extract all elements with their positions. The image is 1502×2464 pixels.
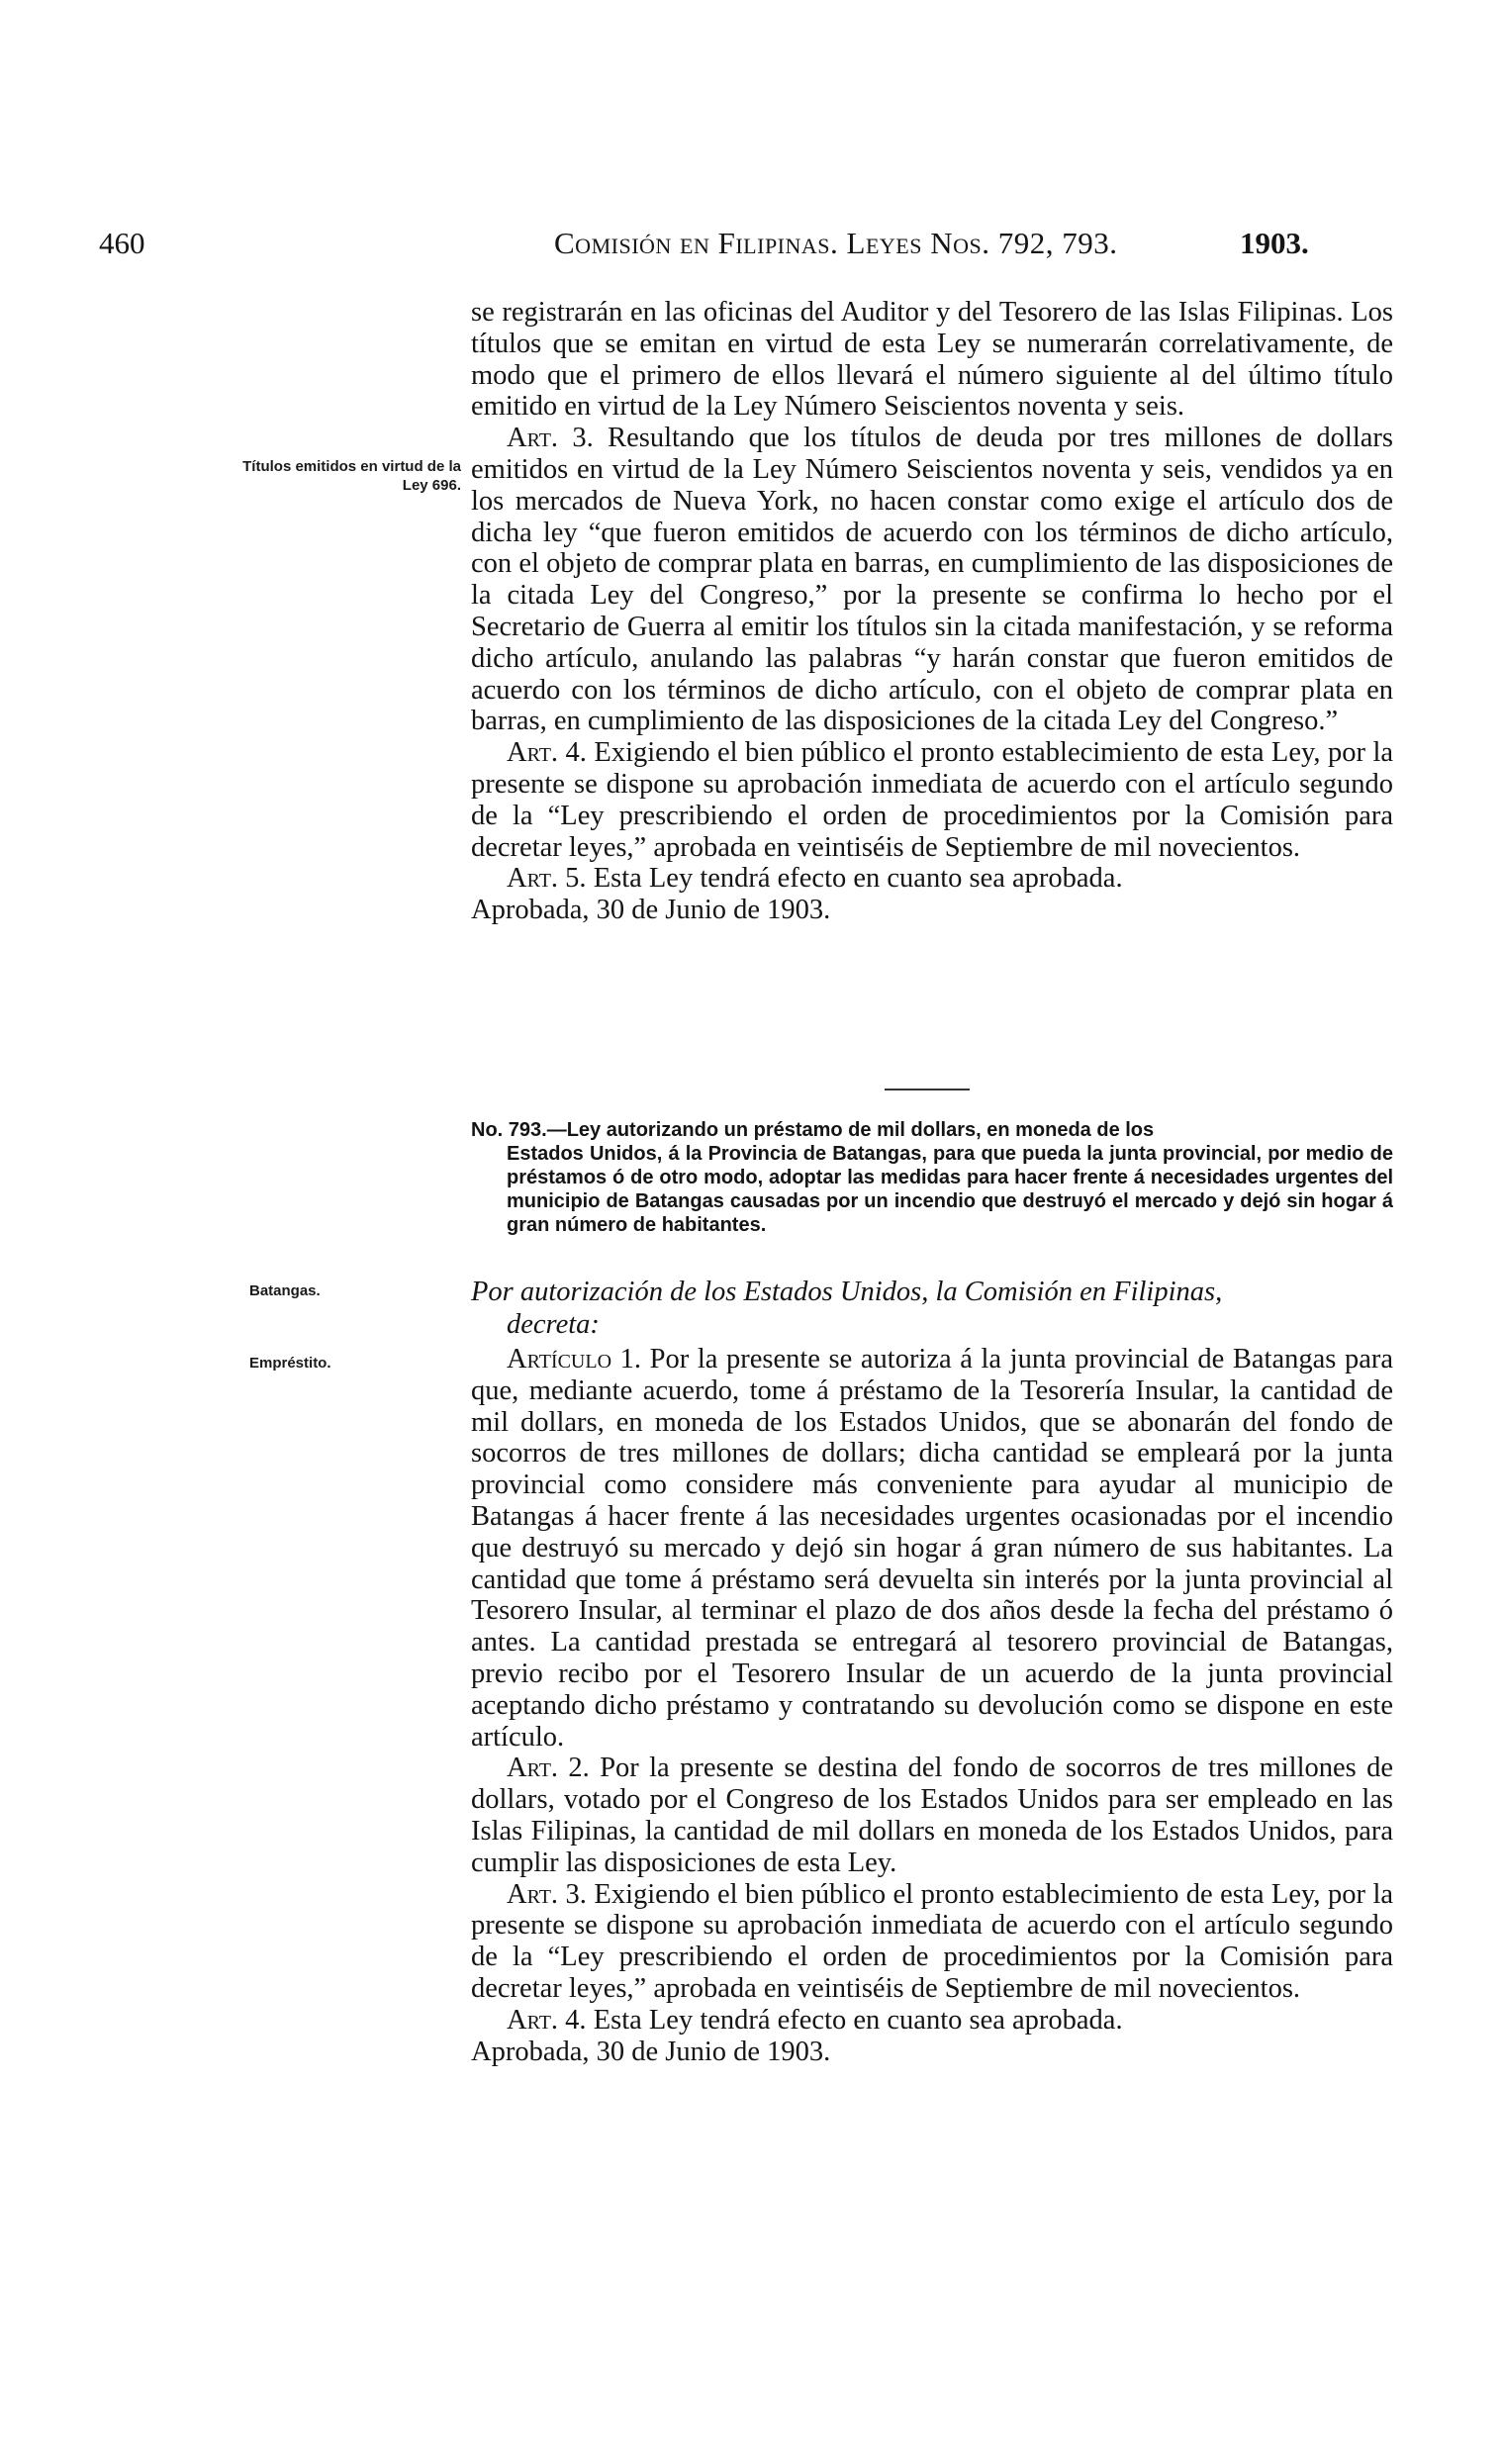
art-label: Art. 2. [507, 1753, 590, 1784]
law-792-section [471, 297, 1393, 926]
enacting-clause-line-2: decreta: [507, 1309, 600, 1340]
law-792-art-4 [471, 737, 1393, 863]
law-793-art-1 [471, 1344, 1393, 1753]
art-label: Art. 5. [507, 863, 587, 895]
law-792-art-3 [471, 423, 1393, 737]
law-792-continuation: se registrarán en las oficinas del Auditor y del Tesorero de las Islas Filipinas. Los títulos que se emitan en virtud de esta Ley se numerarán correlativamente, de modo que el primero de ellos llevará el número siguiente al del último título emitido en virtud de la Ley Número Seiscientos noventa y seis. [471, 297, 1393, 423]
header-year: 1903. [1240, 226, 1309, 260]
margin-note-titulos: Títulos emitidos en virtud de la Ley 696. [242, 458, 461, 494]
art-text: Exigiendo el bien público el pronto establecimiento de esta Ley, por la presente se dispone su aprobación inmediata de acuerdo con el artículo segundo de la “Ley prescribiendo el orden de procedimientos por la Comisión para decretar leyes,” aprobada en veintiséis de Septiembre de mil novecientos. [471, 1878, 1394, 2004]
summary-continuation: Estados Unidos, á la Provincia de Batangas, para que pueda la junta provincial, por medio de préstamos ó de otro modo, adoptar las medidas para hacer frente á necesidades urgentes del municipio de Batangas causadas por un incendio que destruyó el mercado y dejó sin hogar á gran número de habitantes. [507, 1143, 1393, 1236]
section-divider [885, 1089, 970, 1090]
art-text: Esta Ley tendrá efecto en cuanto sea aprobada. [593, 2004, 1123, 2036]
art-text: Exigiendo el bien público el pronto establecimiento de esta Ley, por la presente se dispone su aprobación inmediata de acuerdo con el artículo segundo de la “Ley prescribiendo el orden de procedimientos por la Comisión para decretar leyes,” aprobada en veintiséis de Septiembre de mil novecientos. [471, 737, 1394, 863]
law-793-art-4 [471, 2005, 1393, 2037]
law-793-art-2 [471, 1753, 1393, 1878]
running-title: Comisión en Filipinas. Leyes Nos. 792, 793. [554, 226, 1118, 260]
art-text: Por la presente se destina del fondo de socorros de tres millones de dollars, votado por el Congreso de los Estados Unidos para ser empleado en las Islas Filipinas, la cantidad de mil dollars en moneda de los Estados Unidos, para cumplir las disposiciones de esta Ley. [471, 1753, 1394, 1878]
art-text: Por la presente se autoriza á la junta provincial de Batangas para que, mediante acuerdo, tome á préstamo de la Tesorería Insular, la cantidad de mil dollars, en moneda de los Estados Unidos, que se abonarán del fondo de socorros de tres millones de dollars; dicha cantidad se empleará por la junta provincial como considere más conveniente para ayudar al municipio de Batangas á hacer frente á las necesidades urgentes ocasionadas por el incendio que destruyó su mercado y dejó sin hogar á gran número de sus habitantes. La cantidad que tome á préstamo será devuelta sin interés por la junta provincial al Tesorero Insular, al terminar el plazo de dos años desde la fecha del préstamo ó antes. La cantidad prestada se entregará al tesorero provincial de Batangas, previo recibo por el Tesorero Insular de un acuerdo de la junta provincial aceptando dicho préstamo y contratando su devolución como se dispone en este artículo. [471, 1344, 1394, 1753]
art-text: Esta Ley tendrá efecto en cuanto sea aprobada. [593, 863, 1123, 895]
margin-note-emprestito: Empréstito. [249, 1355, 331, 1372]
law-792-art-5 [471, 863, 1393, 895]
page-number: 460 [99, 226, 145, 260]
summary-line-1: No. 793.—Ley autorizando un préstamo de mil dollars, en moneda de los [471, 1119, 1155, 1141]
art-text: Resultando que los títulos de deuda por tres millones de dollars emitidos en virtud de la Ley Número Seiscientos noventa y seis, vendidos ya en los mercados de Nueva York, no hacen constar como exige el artículo dos de dicha ley “que fueron emitidos de acuerdo con los términos de dicho artículo, con el objeto de comprar plata en barras, en cumplimiento de las disposiciones de la citada Ley del Congreso,” por la presente se confirma lo hecho por el Secretario de Guerra al emitir los títulos sin la citada manifestación, y se reforma dicho artículo, anulando las palabras “y harán constar que fueron emitidos de acuerdo con los términos de dicho artículo, con el objeto de comprar plata en barras, en cumplimiento de las disposiciones de la citada Ley del Congreso.” [471, 423, 1393, 737]
law-793-summary [471, 1118, 1393, 1237]
art-label: Artículo 1. [507, 1344, 642, 1374]
enacting-clause [471, 1276, 1393, 1341]
law-792-approval: Aprobada, 30 de Junio de 1903. [471, 895, 831, 926]
art-label: Art. 4. [507, 2004, 587, 2036]
art-label: Art. 3. [507, 1878, 587, 1910]
law-793-section [471, 1344, 1393, 2067]
art-label: Art. 4. [507, 737, 587, 769]
running-header [0, 226, 1502, 269]
margin-note-batangas: Batangas. [249, 1282, 321, 1299]
law-793-art-3 [471, 1879, 1393, 2005]
law-793-approval: Aprobada, 30 de Junio de 1903. [471, 2036, 831, 2067]
art-label: Art. 3. [507, 423, 594, 454]
enacting-clause-line-1: Por autorización de los Estados Unidos, la Comisión en Filipinas, [471, 1277, 1223, 1307]
